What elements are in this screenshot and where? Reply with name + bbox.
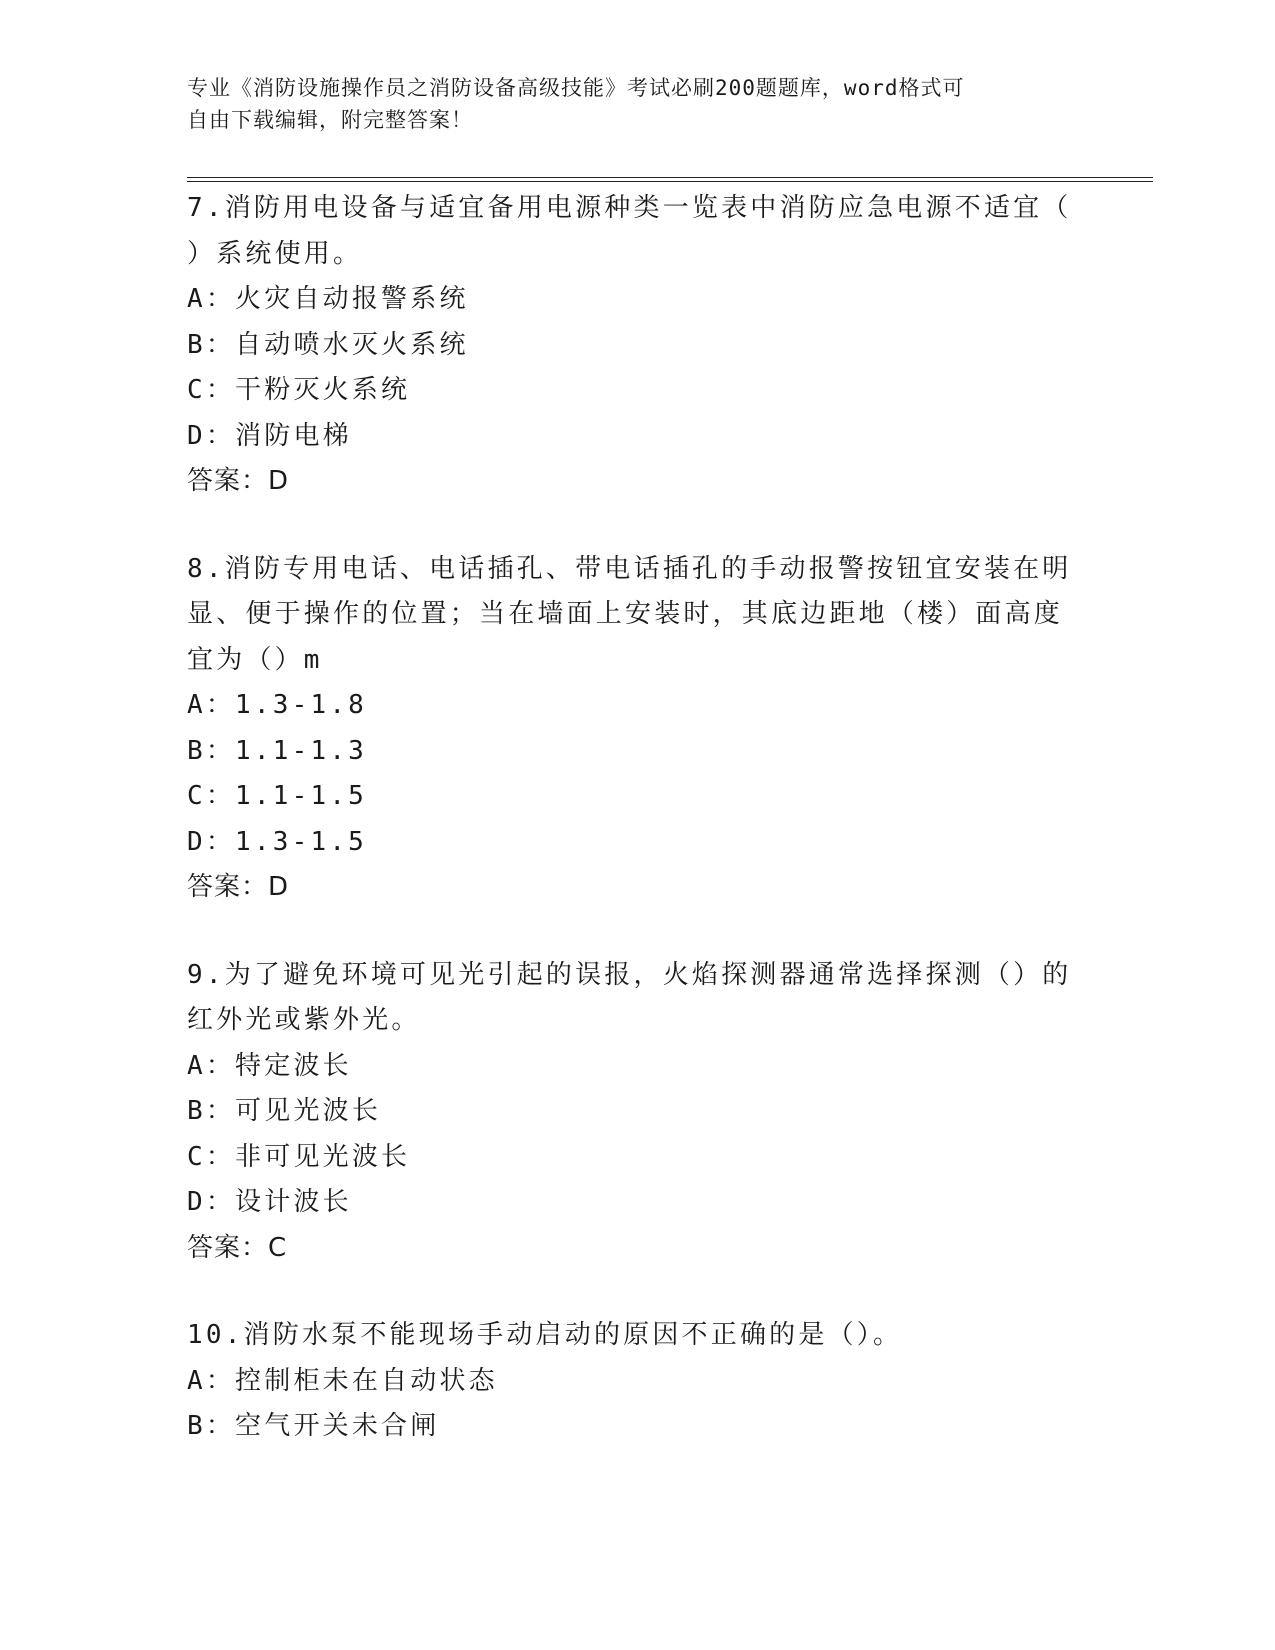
question-9 (187, 953, 1072, 1272)
question-stem-line: 8.消防专用电话、电话插孔、带电话插孔的手动报警按钮宜安装在明 (187, 553, 1072, 584)
document-header (187, 72, 1067, 136)
option-c: C：1.1-1.5 (187, 781, 368, 811)
option-b: B：可见光波长 (187, 1096, 382, 1126)
header-line-2: 自由下载编辑，附完整答案！ (187, 108, 473, 132)
option-c: C：干粉灭火系统 (187, 375, 411, 405)
option-a: A：火灾自动报警系统 (187, 284, 469, 314)
option-b: B：1.1-1.3 (187, 735, 368, 766)
option-b: B：自动喷水灭火系统 (187, 329, 469, 360)
option-c: C：非可见光波长 (187, 1141, 411, 1172)
answer-label: 答案：C (187, 1232, 288, 1263)
question-stem-line: 10.消防水泵不能现场手动启动的原因不正确的是（）。 (187, 1320, 903, 1350)
answer-label: 答案：D (187, 872, 290, 902)
question-stem-line: 7.消防用电设备与适宜备用电源种类一览表中消防应急电源不适宜（ (187, 193, 1072, 223)
question-stem-line: 宜为（）m (187, 644, 323, 675)
header-divider-top (187, 177, 1153, 178)
question-stem-line: 显、便于操作的位置；当在墙面上安装时，其底边距地（楼）面高度 (187, 599, 1064, 629)
header-divider-bottom (187, 181, 1153, 182)
option-a: A：1.3-1.8 (187, 690, 368, 720)
header-line-1: 专业《消防设施操作员之消防设备高级技能》考试必刷200题题库，word格式可 (187, 76, 965, 100)
answer-label: 答案：D (187, 466, 290, 496)
option-d: D：1.3-1.5 (187, 826, 368, 857)
question-10 (187, 1313, 1067, 1450)
question-list (187, 186, 1072, 1492)
question-stem-line: 9.为了避免环境可见光引起的误报，火焰探测器通常选择探测（）的 (187, 959, 1072, 990)
option-a: A：控制柜未在自动状态 (187, 1365, 498, 1396)
question-7 (187, 186, 1072, 505)
question-8 (187, 547, 1072, 911)
option-d: D：设计波长 (187, 1187, 352, 1217)
question-stem-line: 红外光或紫外光。 (187, 1005, 421, 1035)
option-b: B：空气开关未合闸 (187, 1411, 440, 1441)
option-d: D：消防电梯 (187, 420, 352, 451)
option-a: A：特定波长 (187, 1050, 352, 1081)
question-stem-line: ）系统使用。 (187, 238, 363, 269)
